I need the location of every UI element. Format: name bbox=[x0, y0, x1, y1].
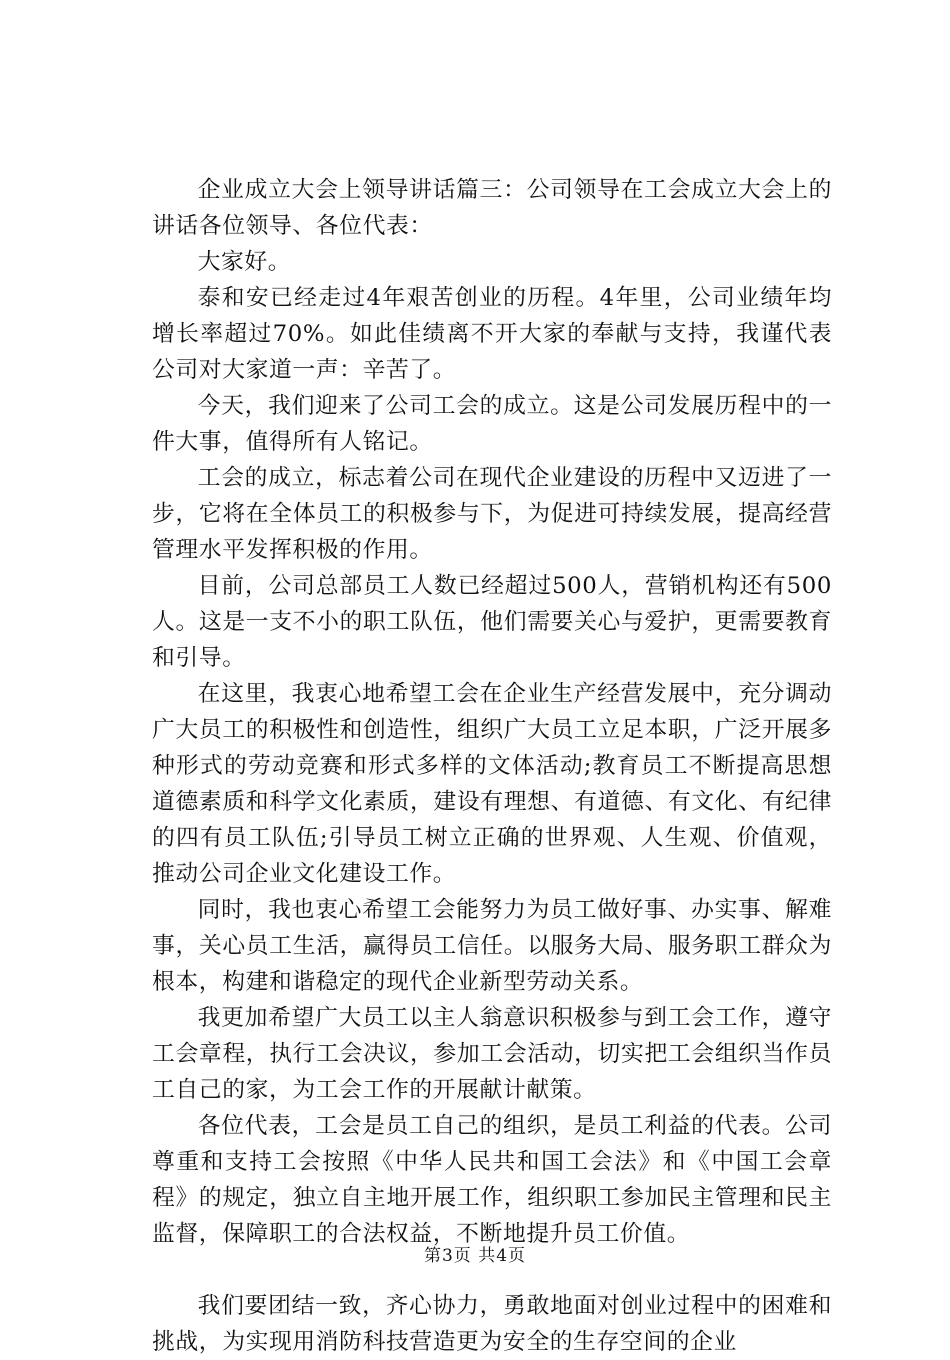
page-footer: 第3页 共4页 bbox=[423, 1246, 527, 1266]
paragraph-staff-count: 目前，公司总部员工人数已经超过500人，营销机构还有500人。这是一支不小的职工队伍，他们需要关心与爱护，更需要教育和引导。 bbox=[152, 573, 832, 671]
paragraph-hopes: 在这里，我衷心地希望工会在企业生产经营发展中，充分调动广大员工的积极性和创造性，组织广大员工立足本职，广泛开展多种形式的劳动竞赛和形式多样的文体活动;教育员工不断提高思想道德素质和科学文化素质，建设有理想、有道德、有文化、有纪律的四有员工队伍;引导员工树立正确的世界观、人生观、价值观，推动公司企业文化建设工作。 bbox=[152, 681, 832, 887]
paragraph-representatives: 各位代表，工会是员工自己的组织，是员工利益的代表。公司尊重和支持工会按照《中华人民共和国工会法》和《中国工会章程》的规定，独立自主地开展工作，组织职工参加民主管理和民主监督，保障职工的合法权益，不断地提升员工价值。 bbox=[152, 1113, 832, 1247]
document-body bbox=[152, 172, 832, 1360]
paragraph-title-line: 企业成立大会上领导讲话篇三：公司领导在工会成立大会上的讲话各位领导、各位代表： bbox=[152, 177, 832, 239]
paragraph-unity: 我们要团结一致，齐心协力，勇敢地面对创业过程中的困难和挑战，为实现用消防科技营造更为安全的生存空间的企业 bbox=[152, 1293, 832, 1355]
paragraph-history: 泰和安已经走过4年艰苦创业的历程。4年里，公司业绩年均增长率超过70%。如此佳绩离不开大家的奉献与支持，我谨代表公司对大家道一声：辛苦了。 bbox=[152, 285, 832, 383]
paragraph-today: 今天，我们迎来了公司工会的成立。这是公司发展历程中的一件大事，值得所有人铭记。 bbox=[152, 393, 832, 455]
paragraph-care: 同时，我也衷心希望工会能努力为员工做好事、办实事、解难事，关心员工生活，赢得员工信任。以服务大局、服务职工群众为根本，构建和谐稳定的现代企业新型劳动关系。 bbox=[152, 897, 832, 995]
paragraph-greeting: 大家好。 bbox=[197, 249, 292, 275]
paragraph-participation: 我更加希望广大员工以主人翁意识积极参与到工会工作，遵守工会章程，执行工会决议，参加工会活动，切实把工会组织当作员工自己的家，为工会工作的开展献计献策。 bbox=[152, 1005, 832, 1103]
paragraph-union-founding: 工会的成立，标志着公司在现代企业建设的历程中又迈进了一步，它将在全体员工的积极参与下，为促进可持续发展，提高经营管理水平发挥积极的作用。 bbox=[152, 465, 832, 563]
